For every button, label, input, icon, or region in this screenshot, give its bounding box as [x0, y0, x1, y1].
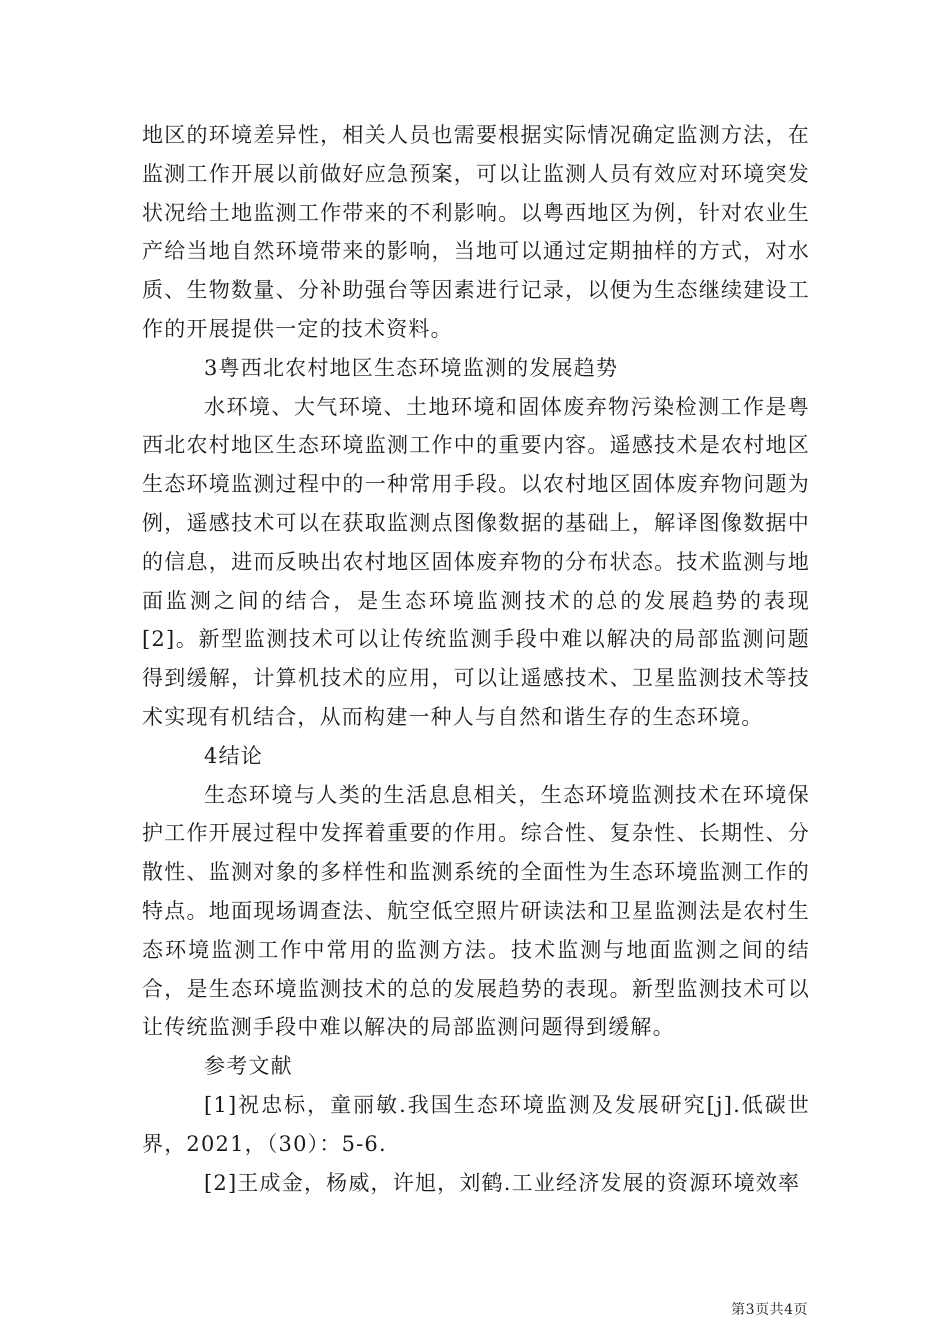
section-heading-4: 4结论	[204, 743, 263, 768]
reference-item-1: [1]祝忠标，童丽敏.我国生态环境监测及发展研究[j].低碳世界，2021，（30）：5-6.	[142, 1092, 810, 1156]
paragraph-continued: 地区的环境差异性，相关人员也需要根据实际情况确定监测方法，在监测工作开展以前做好应急预案，可以让监测人员有效应对环境突发状况给土地监测工作带来的不利影响。以粤西地区为例，针对农业生产给当地自然环境带来的影响，当地可以通过定期抽样的方式，对水质、生物数量、分补助强台等因素进行记录，以便为生态继续建设工作的开展提供一定的技术资料。	[142, 123, 810, 341]
references-title: 参考文献	[204, 1054, 293, 1079]
page-number: 第3页共4页	[731, 1302, 808, 1318]
section-heading-3: 3粤西北农村地区生态环境监测的发展趋势	[204, 355, 619, 380]
paragraph-trends: 水环境、大气环境、土地环境和固体废弃物污染检测工作是粤西北农村地区生态环境监测工作中的重要内容。遥感技术是农村地区生态环境监测过程中的一种常用手段。以农村地区固体废弃物问题为例，遥感技术可以在获取监测点图像数据的基础上，解译图像数据中的信息，进而反映出农村地区固体废弃物的分布状态。技术监测与地面监测之间的结合，是生态环境监测技术的总的发展趋势的表现[2]。新型监测技术可以让传统监测手段中难以解决的局部监测问题得到缓解，计算机技术的应用，可以让遥感技术、卫星监测技术等技术实现有机结合，从而构建一种人与自然和谐生存的生态环境。	[142, 394, 810, 729]
reference-item-2: [2]王成金，杨威，许旭，刘鹤.工业经济发展的资源环境效率	[204, 1170, 801, 1195]
paragraph-conclusion: 生态环境与人类的生活息息相关，生态环境监测技术在环境保护工作开展过程中发挥着重要的作用。综合性、复杂性、长期性、分散性、监测对象的多样性和监测系统的全面性为生态环境监测工作的特点。地面现场调查法、航空低空照片研读法和卫星监测法是农村生态环境监测工作中常用的监测方法。技术监测与地面监测之间的结合，是生态环境监测技术的总的发展趋势的表现。新型监测技术可以让传统监测手段中难以解决的局部监测问题得到缓解。	[142, 782, 810, 1040]
document-body	[142, 116, 810, 1202]
